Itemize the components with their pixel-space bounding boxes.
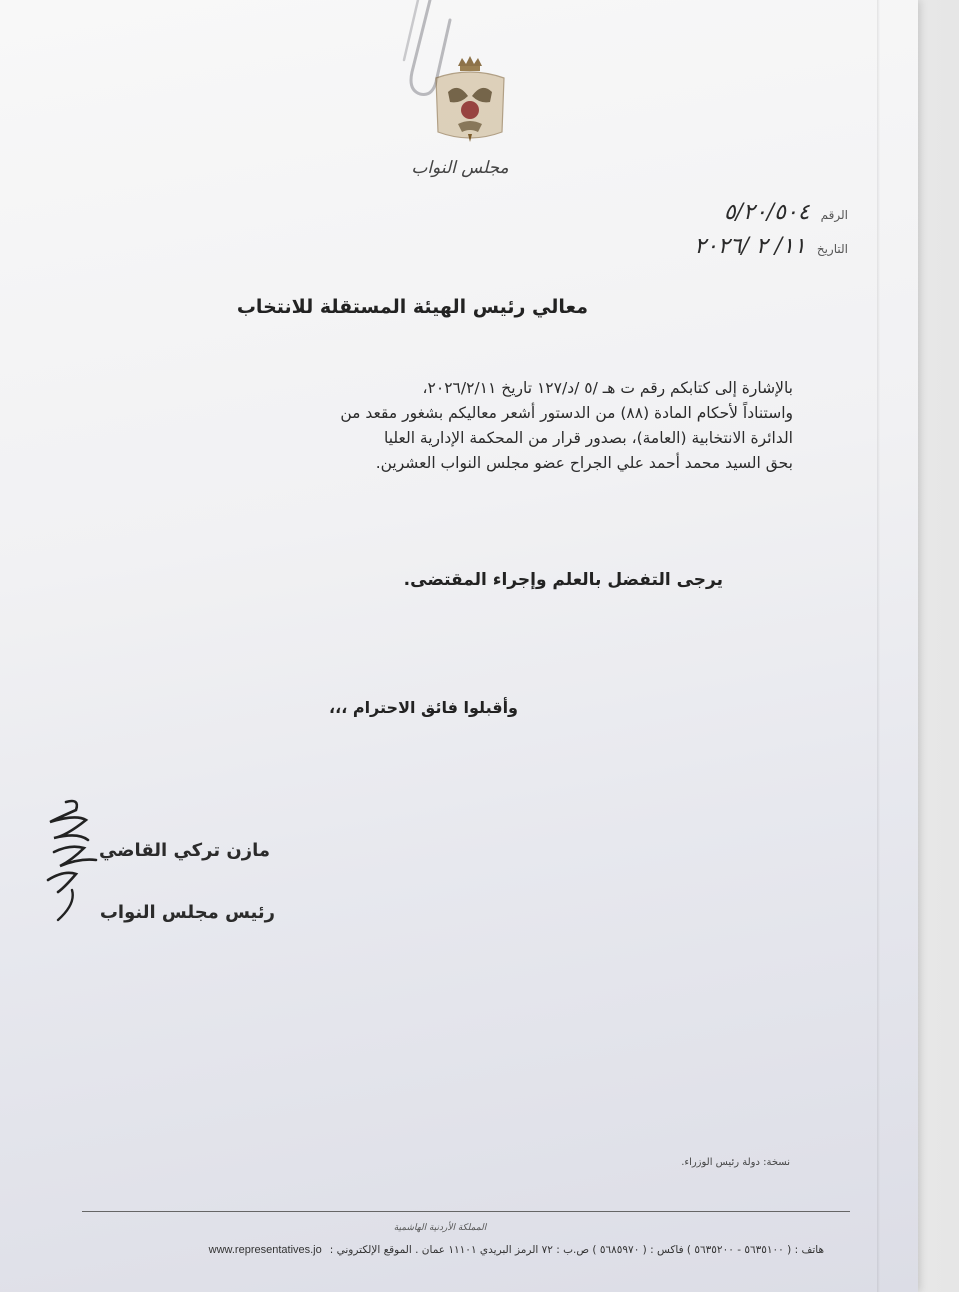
body-line: واستناداً لأحكام المادة (٨٨) من الدستور أشعر معاليكم بشغور مقعد من [340,404,793,422]
jordan-royal-coat-of-arms-icon [428,52,512,148]
request-line: يرجى التفضل بالعلم وإجراء المقتضى. [403,570,723,590]
reference-number-row [548,200,848,225]
reference-number-value: ٥/٢٠/٥٠٤ [723,200,810,225]
signatory-name: مازن تركي القاضي [98,840,270,861]
council-logo-text: مجلس النواب [411,158,509,178]
closing-line: وأقبلوا فائق الاحترام ،،، [329,698,518,717]
copy-to-note: نسخة: دولة رئيس الوزراء. [681,1157,790,1168]
letter-body [83,376,793,476]
footer-contact-line [102,1244,824,1256]
signatory-title: رئيس مجلس النواب [99,902,275,923]
body-line: بحق السيد محمد أحمد علي الجراح عضو مجلس النواب العشرين. [375,454,793,472]
date-row [548,234,848,259]
footer-contact-details: هاتف : ( ٥٦٣٥١٠٠ - ٥٦٣٥٢٠٠ ) فاكس : ( ٥٦٨٥٩٧٠ ) ص.ب : ٧٢ الرمز البريدي ١١١٠١ عمان . الموقع الإلكتروني : [329,1244,824,1256]
footer-kingdom-text: المملكة الأردنية الهاشمية [393,1223,487,1233]
addressee-heading: معالي رئيس الهيئة المستقلة للانتخاب [236,296,588,318]
footer-divider [82,1211,850,1212]
date-value: ١١/ ٢ /٢٠٢٦ [694,234,806,259]
body-line: بالإشارة إلى كتابكم رقم ت هـ /٥ /د/١٢٧ تاريخ ٢٠٢٦/٢/١١، [422,379,793,397]
body-line: الدائرة الانتخابية (العامة)، بصدور قرار من المحكمة الإدارية العليا [383,429,793,447]
date-label: التاريخ [816,242,848,256]
page-edge [877,0,880,1292]
footer-website-link[interactable]: www.representatives.jo [208,1244,322,1256]
reference-number-label: الرقم [820,208,848,222]
